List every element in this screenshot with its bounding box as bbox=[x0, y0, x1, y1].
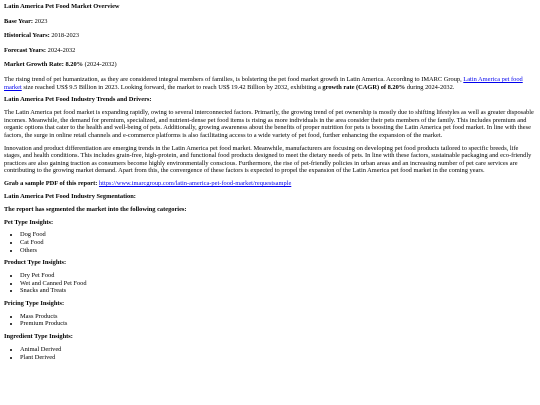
ingredient-type-heading: Ingredient Type Insights: bbox=[4, 333, 73, 341]
intro-paragraph bbox=[4, 76, 536, 91]
growth-rate-value: 8.20% bbox=[65, 61, 84, 69]
list-item: • Snacks and Treats bbox=[20, 287, 536, 295]
product-type-list bbox=[4, 272, 536, 295]
growth-rate-range: (2024-2032) bbox=[84, 61, 117, 69]
base-year-line bbox=[4, 18, 536, 26]
forecast-years-label: Forecast Years: bbox=[4, 46, 47, 54]
intro-text-3: during 2024-2032. bbox=[405, 83, 455, 91]
list-item: • Animal Derived bbox=[20, 346, 536, 354]
document-title: Latin America Pet Food Market Overview bbox=[4, 3, 120, 10]
market-report-link[interactable]: Latin America pet food market bbox=[4, 75, 523, 91]
ingredient-type-list bbox=[4, 346, 536, 361]
pricing-type-heading: Pricing Type Insights: bbox=[4, 300, 65, 308]
intro-text-1: The rising trend of pet humanization, as they are considered integral members of families, is bolstering the pet food market growth in Latin America. According to IMARC Group, bbox=[4, 75, 464, 83]
list-item: • Dry Pet Food bbox=[20, 272, 536, 280]
list-item: • Others bbox=[20, 247, 536, 255]
base-year-label: Base Year: bbox=[4, 17, 34, 25]
forecast-years-line bbox=[4, 47, 536, 55]
sample-label: Grab a sample PDF of this report: bbox=[4, 180, 98, 188]
list-item: • Mass Products bbox=[20, 313, 536, 321]
segmentation-heading: Latin America Pet Food Industry Segmentation: bbox=[4, 193, 136, 201]
trends-paragraph-1: The Latin America pet food market is expanding rapidly, owing to several interconnected factors. Primarily, the growing trend of pet ownership is mostly due to shifting lifestyles as well as greater disposable incomes. Meanwhile, the demand for premium, specialized, and nutrient-dense pet food items is rising as more individuals in the area consider their pets members of the family. This includes premium and organic options that cater to the health and well-being of pets. Additionally, growing awareness about the benefits of proper nutrition for pets is boosting the Latin America pet food market. In line with these factors, the surge in online retail channels and e-commerce platforms is also facilitating access to a wide variety of pet food, further enhancing the expansion of the market. bbox=[4, 109, 534, 139]
list-item: • Wet and Canned Pet Food bbox=[20, 280, 536, 288]
pet-type-heading: Pet Type Insights: bbox=[4, 218, 54, 226]
historical-years-value: 2018-2023 bbox=[51, 32, 80, 40]
forecast-years-value: 2024-2032 bbox=[47, 46, 76, 54]
trends-heading: Latin America Pet Food Industry Trends and Drivers: bbox=[4, 96, 152, 104]
growth-rate-label: Market Growth Rate: bbox=[4, 61, 64, 69]
list-item: • Premium Products bbox=[20, 320, 536, 328]
base-year-value: 2023 bbox=[34, 17, 48, 25]
intro-text-2: size reached US$ 9.5 Billion in 2023. Looking forward, the market to reach US$ 19.42 Billion by 2032, exhibiting a bbox=[21, 83, 323, 91]
historical-years-label: Historical Years: bbox=[4, 32, 50, 40]
growth-rate-line bbox=[4, 61, 536, 69]
list-item: • Dog Food bbox=[20, 231, 536, 239]
pet-type-list bbox=[4, 231, 536, 254]
intro-cagr: growth rate (CAGR) of 8.20% bbox=[322, 83, 406, 91]
pricing-type-list bbox=[4, 313, 536, 328]
product-type-heading: Product Type Insights: bbox=[4, 259, 67, 267]
sample-pdf-link[interactable]: https://www.imarcgroup.com/latin-america-pet-food-market/requestsample bbox=[98, 180, 292, 188]
segmented-line: The report has segmented the market into the following categories: bbox=[4, 205, 187, 213]
trends-paragraph-2: Innovation and product differentiation are emerging trends in the Latin America pet food market. Meanwhile, manufacturers are focusing on developing pet food products tailored to specific breeds, life stages, and health conditions. This includes grain-free, high-protein, and functional food products designed to meet the dietary needs of pets. In line with these factors, sustainable packaging and eco-friendly practices are also gaining traction as consumers become highly environmentally conscious. Furthermore, the rise of pet-friendly policies in urban areas and an increasing number of pet care services are contributing to the growing market demand. Apart from this, the convergence of these factors is expected to propel the expansion of the Latin America pet food market in the coming years. bbox=[4, 144, 532, 175]
historical-years-line bbox=[4, 32, 536, 40]
sample-line bbox=[4, 180, 536, 188]
list-item: • Plant Derived bbox=[20, 354, 536, 362]
list-item: • Cat Food bbox=[20, 239, 536, 247]
